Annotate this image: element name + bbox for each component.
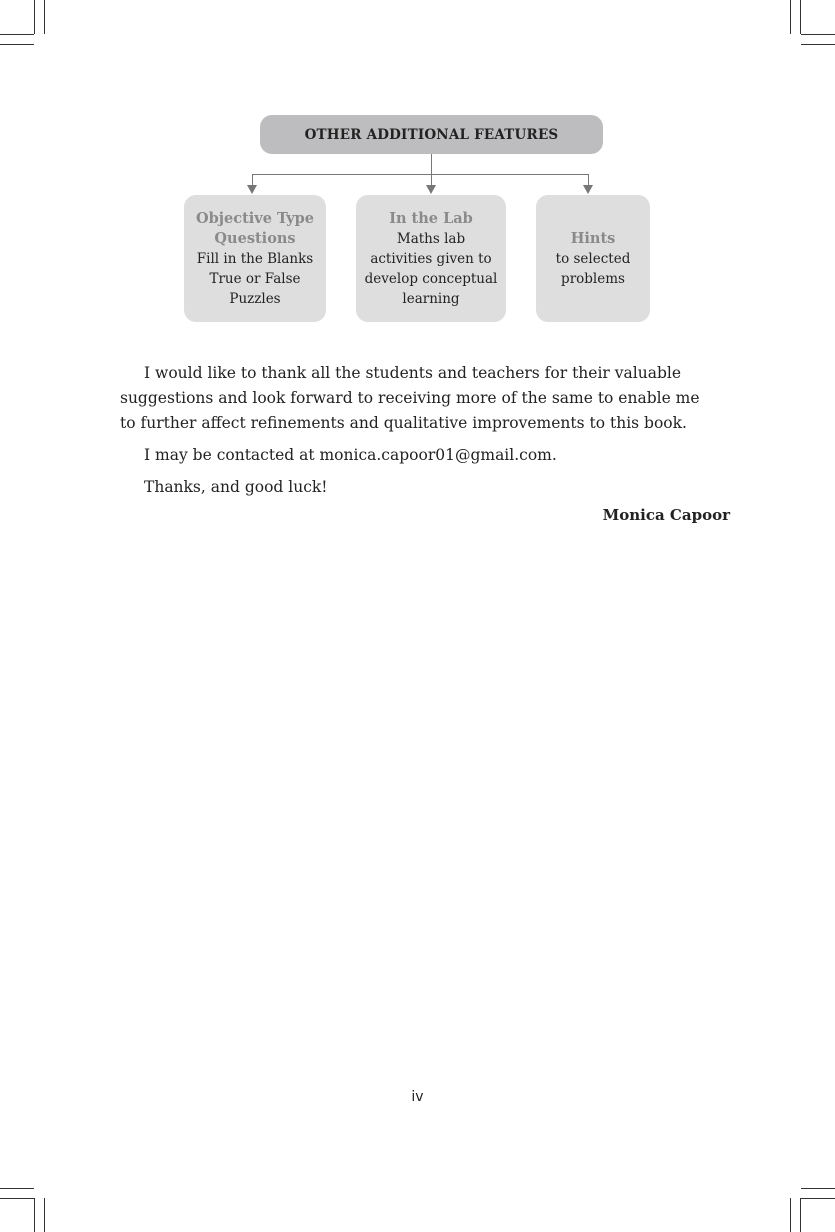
feature-line: develop conceptual — [364, 270, 498, 287]
paragraph-text: I would like to thank all the students and teachers for their valuable suggestions and look forward to receiving more of the same to enable me to further affect refinements and qualitative improvements to this book. — [120, 364, 700, 432]
contact-paragraph — [120, 443, 720, 468]
arrow-down-icon — [247, 185, 257, 194]
paragraph-text: Thanks, and good luck! — [144, 478, 328, 496]
connector-line — [252, 174, 253, 185]
connector-line — [252, 174, 589, 175]
crop-mark — [801, 1198, 835, 1199]
feature-line: problems — [561, 270, 625, 287]
connector-line — [431, 154, 432, 174]
feature-line: Maths lab — [396, 230, 466, 247]
crop-mark — [34, 1198, 35, 1232]
feature-box-hints — [536, 195, 650, 322]
author-signature: Monica Capoor — [602, 506, 730, 524]
acknowledgement-paragraph — [120, 361, 720, 436]
crop-mark — [800, 1198, 801, 1232]
feature-line: to selected — [555, 250, 631, 267]
crop-mark — [790, 1198, 791, 1232]
feature-line: True or False — [209, 270, 301, 287]
feature-line: learning — [402, 290, 460, 307]
feature-box-lab — [356, 195, 506, 322]
crop-mark — [44, 1198, 45, 1232]
crop-mark — [0, 1198, 34, 1199]
features-diagram — [0, 0, 835, 340]
crop-mark — [801, 1188, 835, 1189]
paragraph-text: I may be contacted at monica.capoor01@gmail.com. — [144, 446, 557, 464]
feature-box-objective — [184, 195, 326, 322]
connector-line — [588, 174, 589, 185]
closing-paragraph — [120, 475, 720, 500]
diagram-header: OTHER ADDITIONAL FEATURES — [260, 115, 603, 154]
page-number: iv — [411, 1089, 424, 1105]
feature-title: Objective Type Questions — [196, 209, 314, 247]
feature-line: Fill in the Blanks — [196, 250, 314, 267]
feature-title: In the Lab — [389, 209, 473, 227]
arrow-down-icon — [583, 185, 593, 194]
arrow-down-icon — [426, 185, 436, 194]
crop-mark — [0, 1188, 34, 1189]
feature-title: Hints — [570, 229, 616, 247]
feature-line: activities given to — [370, 250, 492, 267]
feature-line: Puzzles — [229, 290, 281, 307]
connector-line — [431, 174, 432, 185]
